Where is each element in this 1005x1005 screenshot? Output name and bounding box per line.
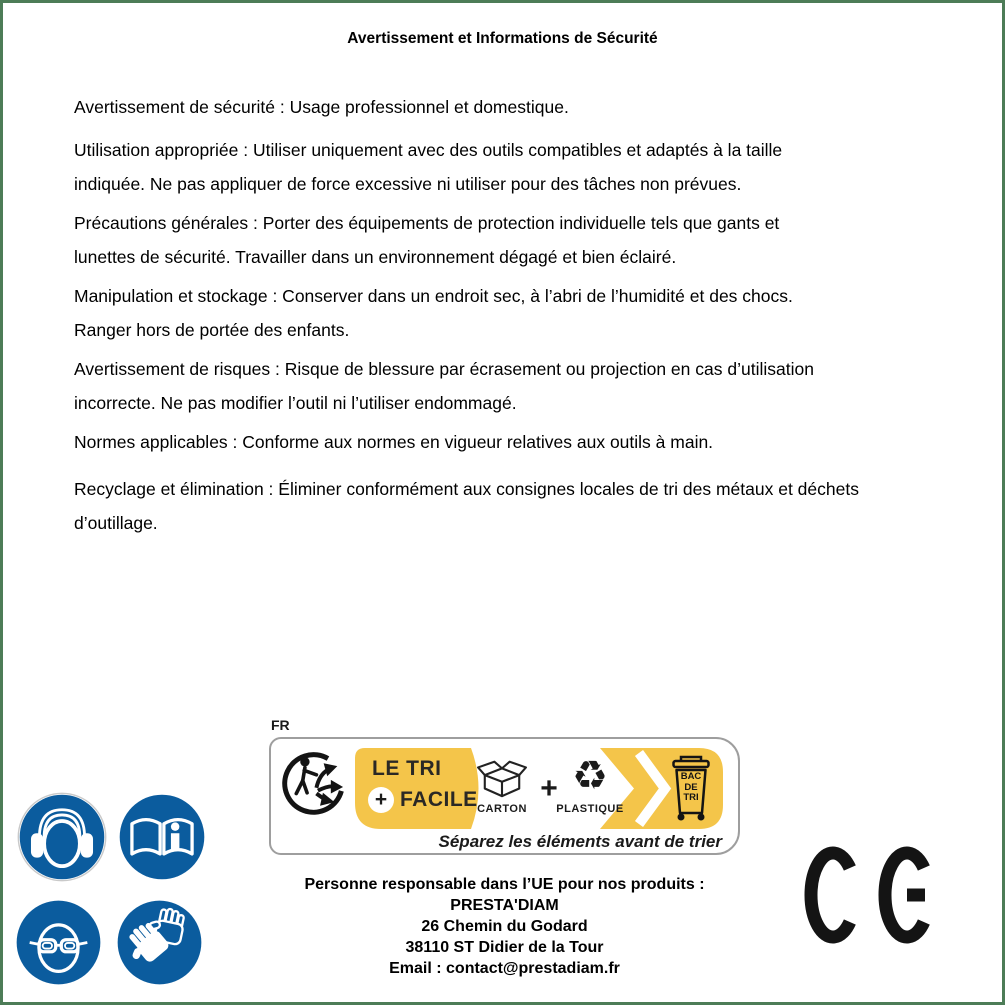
contact-email: Email : contact@prestadiam.fr [389, 960, 620, 977]
recycling-symbol-icon: ♻ [572, 753, 608, 799]
read-instruction-manual-icon [115, 790, 209, 884]
page-title: Avertissement et Informations de Sécurité [347, 30, 658, 47]
wear-protective-gloves-icon [113, 896, 206, 989]
responsible-person-block [269, 874, 740, 979]
plus-separator: + [540, 772, 558, 805]
material-label-plastique: PLASTIQUE [556, 803, 624, 815]
infotri-tagline-bottom: FACILE [400, 788, 478, 811]
infotri-banner [355, 748, 723, 829]
paragraph-appropriate-use: Utilisation appropriée : Utiliser uniquement avec des outils compatibles et adaptés à la taille indiquée. Ne pas appliquer de force excessive ni utiliser pour des tâches non prévues. [74, 140, 783, 194]
material-label-carton: CARTON [477, 803, 527, 815]
company-name: PRESTA'DIAM [450, 897, 559, 914]
country-code-label: FR [271, 717, 290, 733]
address-line1: 26 Chemin du Godard [421, 918, 588, 935]
responsible-heading: Personne responsable dans l’UE pour nos produits : [304, 876, 705, 893]
sorting-bin-icon [671, 755, 711, 822]
infotri-recycling-label [269, 737, 740, 855]
safety-text [74, 90, 919, 540]
infotri-tagline-top: LE TRI [372, 757, 442, 780]
paragraph-handling-storage: Manipulation et stockage : Conserver dans un endroit sec, à l’abri de l’humidité et des chocs. Ranger hors de portée des enfants. [74, 286, 793, 340]
paragraph-recycling: Recyclage et élimination : Éliminer conformément aux consignes locales de tri des métaux et déchets d’outillage. [74, 479, 859, 533]
cardboard-box-icon [476, 755, 528, 799]
wear-eye-protection-icon [12, 896, 105, 989]
bin-label: BAC DE TRI [680, 771, 702, 803]
wear-ear-protection-icon [15, 790, 109, 884]
plus-circle-icon: + [368, 787, 394, 813]
address-line2: 38110 ST Didier de la Tour [405, 939, 604, 956]
paragraph-standards: Normes applicables : Conforme aux normes en vigueur relatives aux outils à main. [74, 432, 714, 452]
infotri-instruction: Séparez les éléments avant de trier [438, 832, 722, 851]
paragraph-safety-warning: Avertissement de sécurité : Usage professionnel et domestique. [74, 97, 569, 117]
paragraph-risk-warning: Avertissement de risques : Risque de blessure par écrasement ou projection en cas d’utilisation incorrecte. Ne pas modifier l’outil ni l’utiliser endommagé. [74, 359, 814, 413]
ce-marking-icon [800, 845, 940, 945]
paragraph-general-precautions: Précautions générales : Porter des équipements de protection individuelle tels que gants et lunettes de sécurité. Travailler dans un environnement dégagé et bien éclairé. [74, 213, 780, 267]
triman-logo-icon [279, 746, 351, 818]
